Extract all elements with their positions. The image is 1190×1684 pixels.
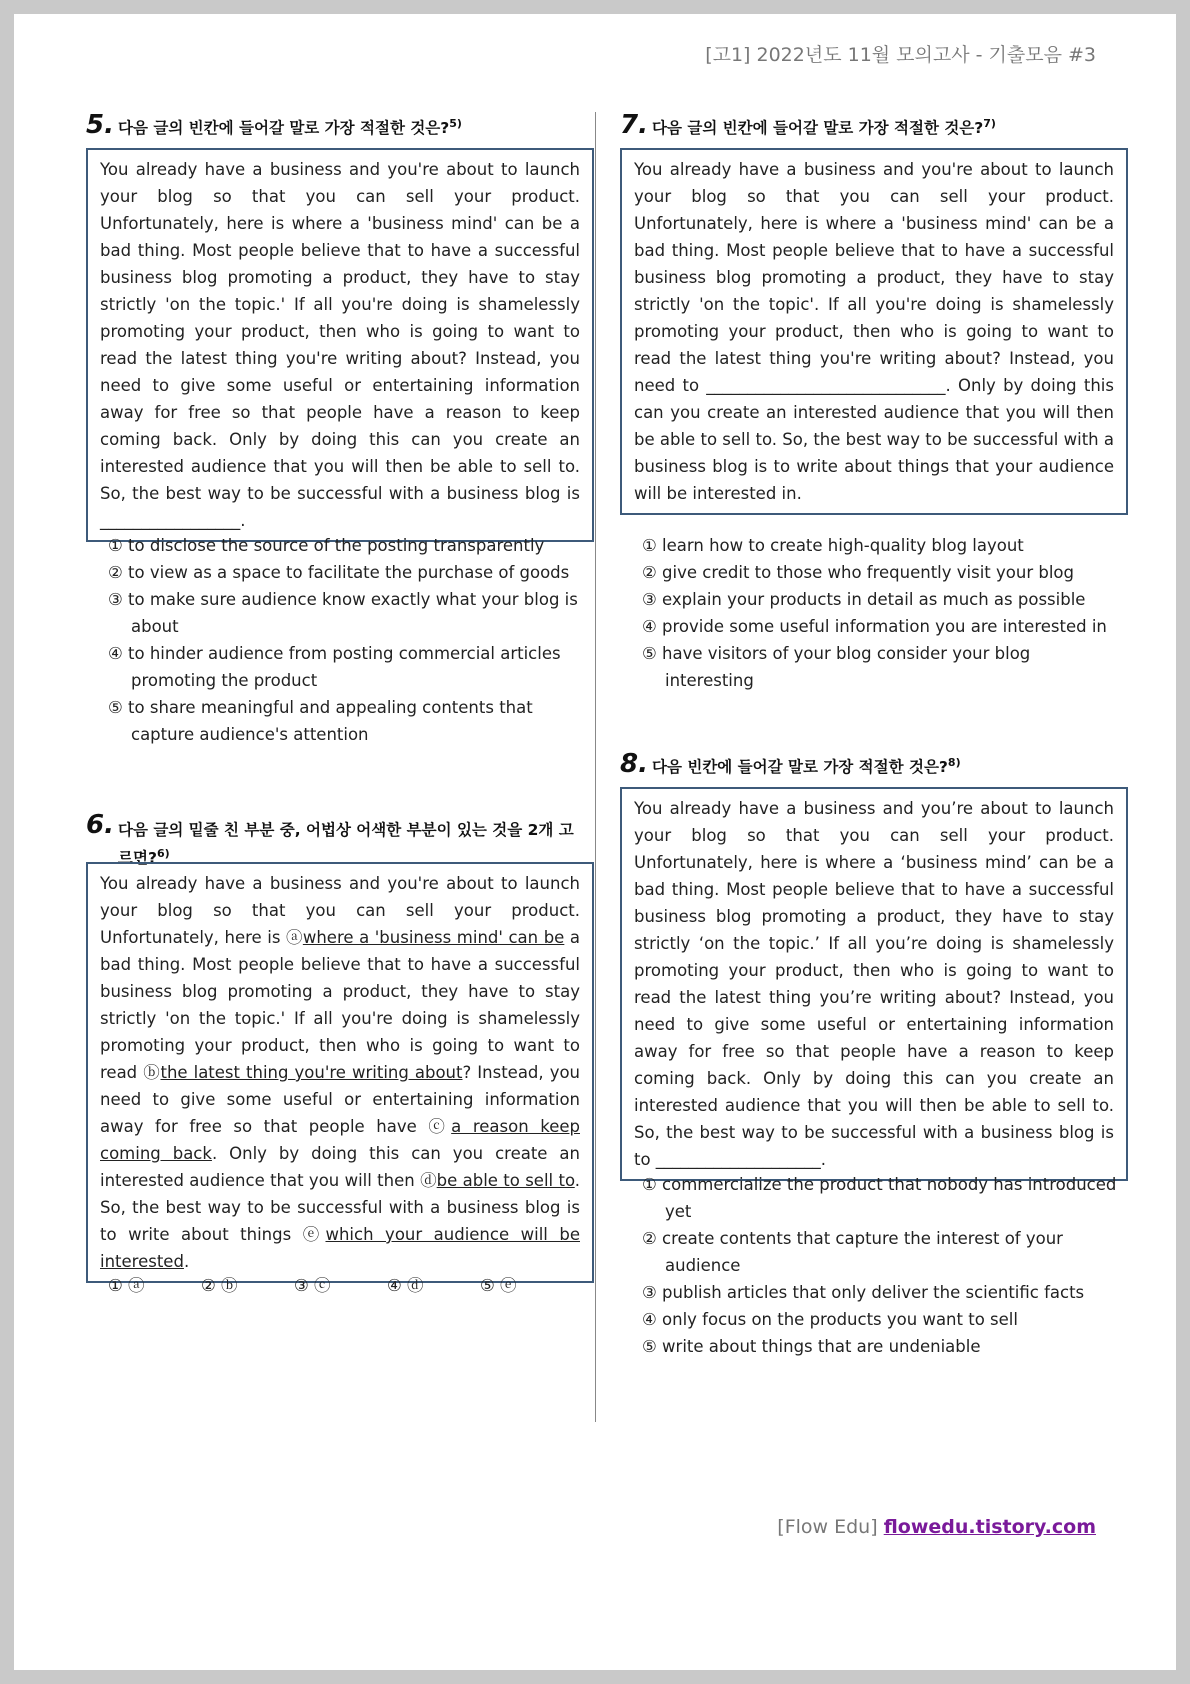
question-8-choices (642, 1171, 1122, 1360)
choice-4[interactable]: ④ provide some useful information you are interested in (642, 617, 1107, 636)
question-number: 5. (86, 110, 114, 140)
question-8-passage: You already have a business and you’re about to launch your blog so that you can sell your product. Unfortunately, here is where a ‘business mind’ can be a bad thing. Most people believe that to have a successful business blog promoting a product, they have to stay strictly ‘on the topic.’ If all you’re doing is shamelessly promoting your product, then who is going to want to read the latest thing you’re writing about? Instead, you need to give some useful or entertaining information away for free so that people have a reason to keep coming back. Only by doing this can you create an interested audience that you will then be able to sell to. So, the best way to be successful with a business blog is to ____________________. (620, 787, 1128, 1181)
question-number: 8. (620, 749, 648, 779)
choice-4[interactable]: ④ to hinder audience from posting commercial articles promoting the product (108, 644, 561, 690)
choice-3[interactable]: ③ publish articles that only deliver the scientific facts (642, 1283, 1085, 1302)
underlined-d: be able to sell to (436, 1171, 575, 1190)
choice-5[interactable]: ⑤ ⓔ (480, 1276, 517, 1295)
question-number: 6. (86, 810, 114, 840)
choice-1[interactable]: ① to disclose the source of the posting transparently (108, 536, 545, 555)
choice-1[interactable]: ① commercialize the product that nobody has introduced yet (642, 1175, 1117, 1221)
choice-1[interactable]: ① learn how to create high-quality blog layout (642, 536, 1024, 555)
question-5-passage: You already have a business and you're about to launch your blog so that you can sell your product. Unfortunately, here is where a 'business mind' can be a bad thing. Most people believe that to have a successful business blog promoting a product, they have to stay strictly 'on the topic.' If all you're doing is shamelessly promoting your product, then who is going to want to read the latest thing you're writing about? Instead, you need to give some useful or entertaining information away for free so that people have a reason to keep coming back. Only by doing this can you create an interested audience that you will then be able to sell to. So, the best way to be successful with a business blog is _________________. (86, 148, 594, 542)
page-footer (777, 1516, 1096, 1538)
choice-3[interactable]: ③ to make sure audience know exactly what your blog is about (108, 590, 578, 636)
marker-c: ⓒ (428, 1117, 452, 1136)
footer-brand: [Flow Edu] (777, 1516, 878, 1538)
choice-1[interactable]: ① ⓐ (108, 1276, 145, 1295)
question-number: 7. (620, 110, 648, 140)
question-7-heading (620, 110, 1132, 140)
question-7-passage: You already have a business and you're about to launch your blog so that you can sell your product. Unfortunately, here is where a 'business mind' can be a bad thing. Most people believe that to have a successful business blog promoting a product, they have to stay strictly 'on the topic'. If all you're doing is shamelessly promoting your product, then who is going to want to read the latest thing you're writing about? Instead, you need to _____________________________. Only by doing this can you create an interested audience that you will then be able to sell to. So, the best way to be successful with a business blog is to write about things that your audience will be interested in. (620, 148, 1128, 515)
page-header: [고1] 2022년도 11월 모의고사 - 기출모음 #3 (705, 44, 1096, 66)
underlined-c: a reason keep coming back (100, 1117, 580, 1163)
marker-a: ⓐ (286, 928, 303, 947)
footer-link[interactable]: flowedu.tistory.com (883, 1516, 1096, 1538)
underlined-a: where a 'business mind' can be (302, 928, 565, 947)
question-8-heading (620, 749, 1132, 779)
question-6-passage: You already have a business and you're about to launch your blog so that you can sell your product. Unfortunately, here is ⓐwhere a 'business mind' can be a bad thing. Most people believe that to have a successful business blog promoting a product, they have to stay strictly 'on the topic.' If all you're doing is shamelessly promoting your product, then who is going to want to read ⓑthe latest thing you're writing about? Instead, you need to give some useful or entertaining information away for free so that people have ⓒa reason keep coming back. Only by doing this can you create an interested audience that you will then ⓓbe able to sell to. So, the best way to be successful with a business blog is to write about things ⓔwhich your audience will be interested. (86, 862, 594, 1283)
choice-3[interactable]: ③ explain your products in detail as much as possible (642, 590, 1086, 609)
question-5-heading (86, 110, 598, 140)
marker-d: ⓓ (420, 1171, 437, 1190)
choice-2[interactable]: ② to view as a space to facilitate the purchase of goods (108, 563, 570, 582)
choice-2[interactable]: ② ⓑ (201, 1276, 238, 1295)
question-prompt: 다음 글의 밑줄 친 부분 중, 어법상 어색한 부분이 있는 것을 2개 고르면?$^{6)}$ (118, 821, 574, 868)
question-7-choices (642, 532, 1122, 694)
underlined-b: the latest thing you're writing about (160, 1063, 463, 1082)
question-5-choices (108, 532, 588, 748)
choice-3[interactable]: ③ ⓒ (294, 1276, 331, 1295)
choice-5[interactable]: ⑤ to share meaningful and appealing contents that capture audience's attention (108, 698, 533, 744)
choice-2[interactable]: ② create contents that capture the interest of your audience (642, 1229, 1063, 1275)
choice-2[interactable]: ② give credit to those who frequently visit your blog (642, 563, 1074, 582)
column-divider (595, 112, 596, 1422)
marker-b: ⓑ (143, 1063, 161, 1082)
underlined-e: which your audience will be interested (100, 1225, 580, 1271)
choice-5[interactable]: ⑤ have visitors of your blog consider your blog interesting (642, 644, 1031, 690)
question-6-choices (108, 1272, 588, 1299)
marker-e: ⓔ (302, 1225, 326, 1244)
question-prompt: 다음 글의 빈칸에 들어갈 말로 가장 적절한 것은?$^{7)}$ (652, 116, 996, 137)
choice-4[interactable]: ④ only focus on the products you want to sell (642, 1310, 1018, 1329)
worksheet-page (14, 14, 1176, 1670)
question-prompt: 다음 빈칸에 들어갈 말로 가장 적절한 것은?$^{8)}$ (652, 755, 961, 776)
choice-4[interactable]: ④ ⓓ (387, 1276, 424, 1295)
choice-5[interactable]: ⑤ write about things that are undeniable (642, 1337, 981, 1356)
question-prompt: 다음 글의 빈칸에 들어갈 말로 가장 적절한 것은?$^{5)}$ (118, 116, 462, 137)
